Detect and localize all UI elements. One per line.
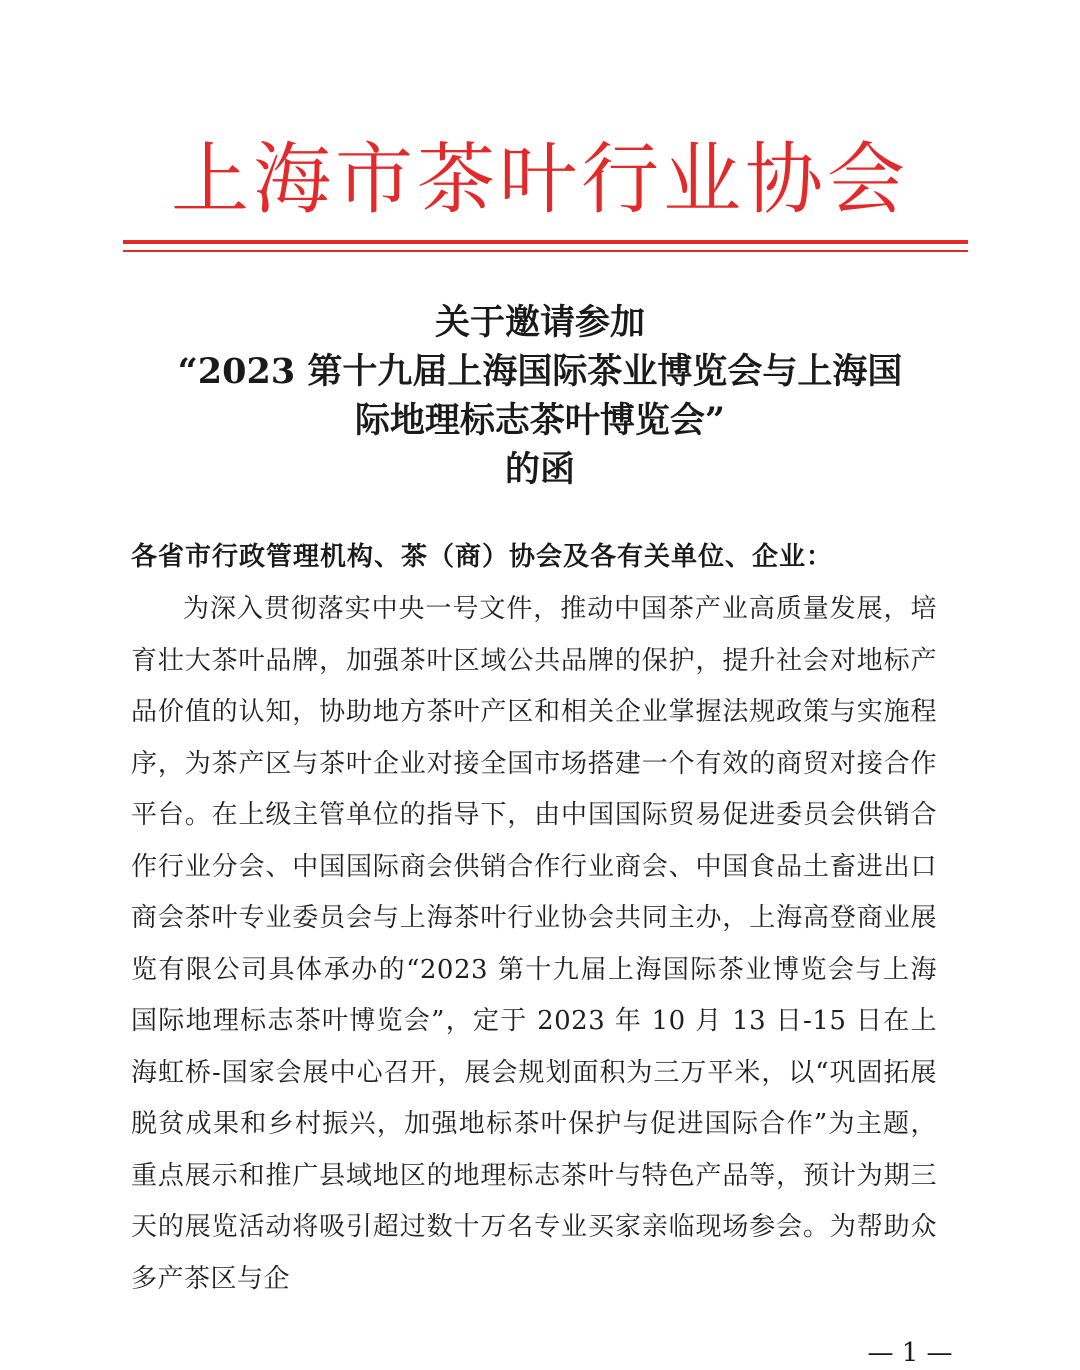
document-title xyxy=(100,298,980,494)
body-paragraph: 为深入贯彻落实中央一号文件，推动中国茶产业高质量发展，培育壮大茶叶品牌，加强茶叶区域公共品牌的保护，提升社会对地标产品价值的认知，协助地方茶叶产区和相关企业掌握法规政策与实施程序，为茶产区与茶叶企业对接全国市场搭建一个有效的商贸对接合作平台。在上级主管单位的指导下，由中国国际贸易促进委员会供销合作行业分会、中国国际商会供销合作行业商会、中国食品土畜进出口商会茶叶专业委员会与上海茶叶行业协会共同主办，上海高登商业展览有限公司具体承办的“2023 第十九届上海国际茶业博览会与上海国际地理标志茶叶博览会”，定于 2023 年 10 月 13 日-15 日在上海虹桥-国家会展中心召开，展会规划面积为三万平米，以“巩固拓展脱贫成果和乡村振兴，加强地标茶叶保护与促进国际合作”为主题，重点展示和推广县域地区的地理标志茶叶与特色产品等，预计为期三天的展览活动将吸引超过数十万名专业买家亲临现场参会。为帮助众多产茶区与企 xyxy=(131,594,937,1294)
title-line-1: 关于邀请参加 xyxy=(434,302,645,343)
title-line-4: 的函 xyxy=(504,449,575,490)
letterhead-organization-name: 上海市茶叶行业协会 xyxy=(170,135,909,225)
letterhead-divider-thick xyxy=(123,240,968,244)
title-line-2: “2023 第十九届上海国际茶业博览会与上海国 xyxy=(177,351,903,392)
page-number: — 1 — xyxy=(867,1338,953,1368)
title-line-3: 际地理标志茶叶博览会” xyxy=(354,400,726,441)
letterhead-divider-thin xyxy=(123,250,968,252)
addressee-line: 各省市行政管理机构、茶（商）协会及各有关单位、企业： xyxy=(131,542,834,572)
